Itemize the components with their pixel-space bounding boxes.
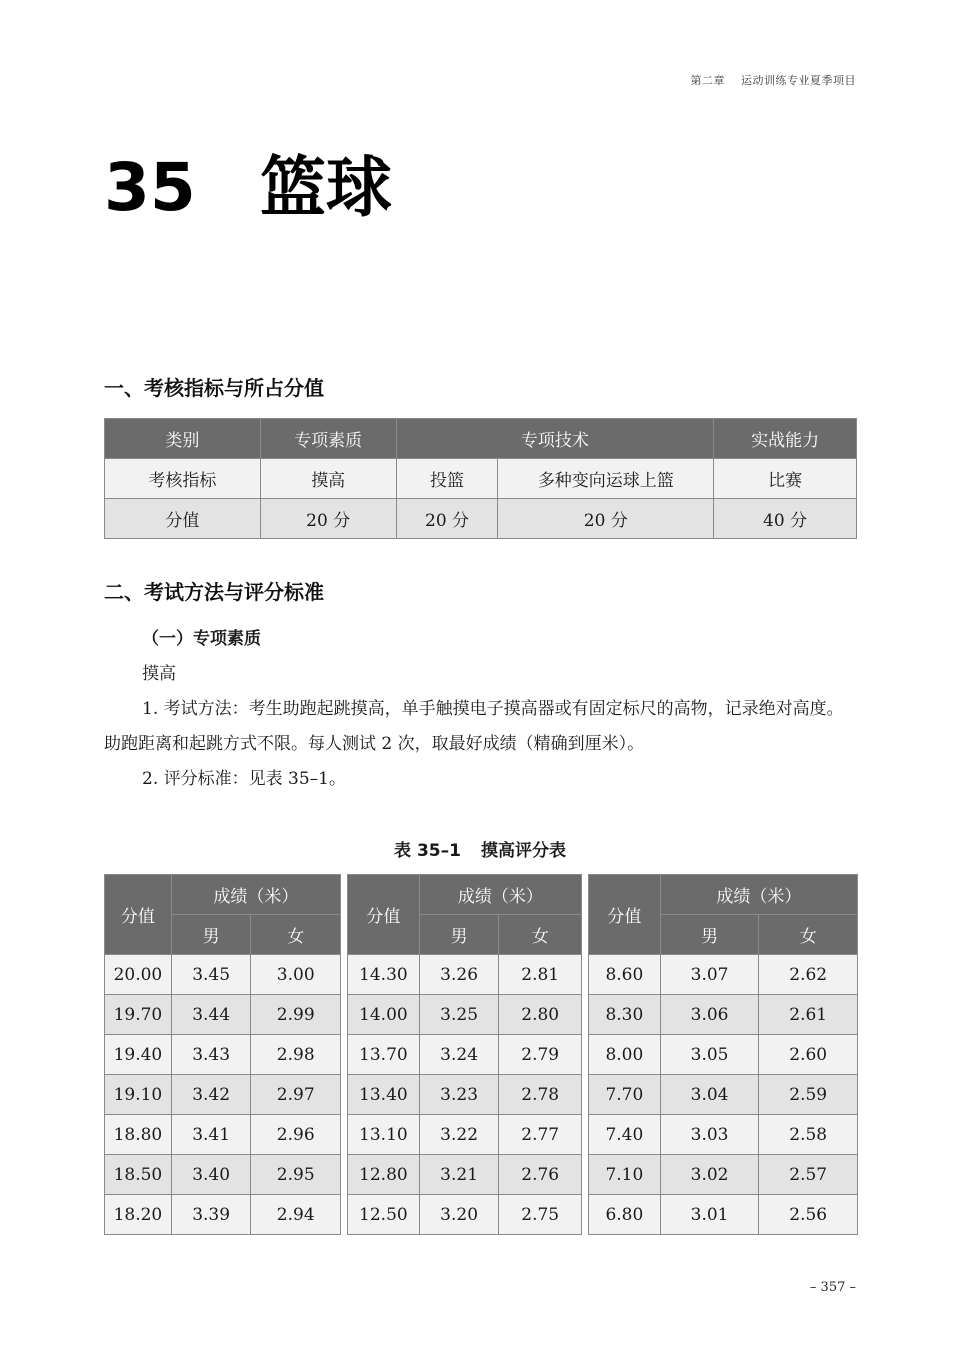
table-cell: 20 分	[498, 499, 714, 539]
male-cell: 3.26	[419, 955, 499, 995]
caption-title: 摸高评分表	[480, 841, 566, 861]
male-cell: 3.07	[660, 955, 759, 995]
table-row	[105, 1035, 341, 1075]
female-cell: 2.58	[759, 1115, 858, 1155]
table-row	[348, 1195, 582, 1235]
page-number: – 357 –	[809, 1280, 856, 1295]
female-cell: 2.96	[251, 1115, 341, 1155]
running-head-chapter: 第二章	[690, 74, 725, 87]
table-row	[348, 995, 582, 1035]
female-cell: 2.78	[499, 1075, 582, 1115]
header-male: 男	[171, 915, 251, 955]
header-special-technique: 专项技术	[396, 419, 714, 459]
table-row	[589, 1075, 858, 1115]
header-male: 男	[419, 915, 499, 955]
table-row	[348, 1075, 582, 1115]
assessment-indicators-table	[104, 418, 857, 539]
score-cell: 14.30	[348, 955, 420, 995]
header-category: 类别	[105, 419, 261, 459]
score-cell: 7.10	[589, 1155, 661, 1195]
table-row	[589, 1115, 858, 1155]
table-cell: 投篮	[396, 459, 498, 499]
table-row	[589, 995, 858, 1035]
female-cell: 2.60	[759, 1035, 858, 1075]
male-cell: 3.44	[171, 995, 251, 1035]
score-cell: 7.70	[589, 1075, 661, 1115]
header-female: 女	[251, 915, 341, 955]
table-row	[348, 955, 582, 995]
table-row	[589, 1155, 858, 1195]
score-table-group-1	[104, 874, 341, 1235]
table-row	[105, 955, 341, 995]
table-header-row	[105, 419, 857, 459]
male-cell: 3.41	[171, 1115, 251, 1155]
score-cell: 20.00	[105, 955, 172, 995]
section-1-heading: 一、考核指标与所占分值	[104, 376, 324, 400]
table-row	[105, 499, 857, 539]
table-row	[105, 1155, 341, 1195]
table-row	[105, 1075, 341, 1115]
female-cell: 3.00	[251, 955, 341, 995]
score-cell: 18.20	[105, 1195, 172, 1235]
table-cell: 20 分	[396, 499, 498, 539]
female-cell: 2.56	[759, 1195, 858, 1235]
section-2-body	[104, 622, 858, 797]
caption-id: 表 35–1	[394, 841, 461, 861]
item-name: 摸高	[142, 664, 176, 684]
female-cell: 2.79	[499, 1035, 582, 1075]
score-cell: 8.00	[589, 1035, 661, 1075]
chapter-title	[104, 148, 392, 228]
score-cell: 13.40	[348, 1075, 420, 1115]
exam-method-paragraph: 1. 考试方法：考生助跑起跳摸高，单手触摸电子摸高器或有固定标尺的高物，记录绝对高度。助跑距离和起跳方式不限。每人测试 2 次，取最好成绩（精确到厘米）。	[104, 699, 844, 754]
score-cell: 12.50	[348, 1195, 420, 1235]
female-cell: 2.59	[759, 1075, 858, 1115]
table-caption	[0, 836, 960, 861]
male-cell: 3.21	[419, 1155, 499, 1195]
score-cell: 18.80	[105, 1115, 172, 1155]
female-cell: 2.98	[251, 1035, 341, 1075]
male-cell: 3.39	[171, 1195, 251, 1235]
header-combat-ability: 实战能力	[714, 419, 857, 459]
header-score: 分值	[105, 875, 172, 955]
score-cell: 13.10	[348, 1115, 420, 1155]
female-cell: 2.75	[499, 1195, 582, 1235]
male-cell: 3.03	[660, 1115, 759, 1155]
male-cell: 3.02	[660, 1155, 759, 1195]
male-cell: 3.24	[419, 1035, 499, 1075]
male-cell: 3.23	[419, 1075, 499, 1115]
table-cell: 考核指标	[105, 459, 261, 499]
header-male: 男	[660, 915, 759, 955]
score-cell: 14.00	[348, 995, 420, 1035]
table-row	[589, 1035, 858, 1075]
score-cell: 13.70	[348, 1035, 420, 1075]
table-cell: 比赛	[714, 459, 857, 499]
header-female: 女	[759, 915, 858, 955]
header-result: 成绩（米）	[419, 875, 581, 915]
score-cell: 8.30	[589, 995, 661, 1035]
score-table-group-2	[347, 874, 582, 1235]
female-cell: 2.80	[499, 995, 582, 1035]
score-cell: 19.40	[105, 1035, 172, 1075]
table-row	[589, 1195, 858, 1235]
score-table-group-3	[588, 874, 858, 1235]
male-cell: 3.05	[660, 1035, 759, 1075]
female-cell: 2.81	[499, 955, 582, 995]
female-cell: 2.62	[759, 955, 858, 995]
score-cell: 7.40	[589, 1115, 661, 1155]
table-row	[105, 1195, 341, 1235]
table-row	[105, 995, 341, 1035]
male-cell: 3.43	[171, 1035, 251, 1075]
score-cell: 18.50	[105, 1155, 172, 1195]
score-cell: 6.80	[589, 1195, 661, 1235]
female-cell: 2.57	[759, 1155, 858, 1195]
male-cell: 3.42	[171, 1075, 251, 1115]
male-cell: 3.01	[660, 1195, 759, 1235]
female-cell: 2.97	[251, 1075, 341, 1115]
chapter-name: 篮球	[259, 149, 392, 226]
header-score: 分值	[348, 875, 420, 955]
female-cell: 2.61	[759, 995, 858, 1035]
section-2-heading: 二、考试方法与评分标准	[104, 580, 324, 604]
header-female: 女	[499, 915, 582, 955]
female-cell: 2.94	[251, 1195, 341, 1235]
male-cell: 3.04	[660, 1075, 759, 1115]
table-cell: 40 分	[714, 499, 857, 539]
header-score: 分值	[589, 875, 661, 955]
male-cell: 3.45	[171, 955, 251, 995]
scoring-criteria-paragraph: 2. 评分标准：见表 35–1。	[142, 769, 346, 789]
table-cell: 20 分	[260, 499, 396, 539]
male-cell: 3.22	[419, 1115, 499, 1155]
table-row	[105, 1115, 341, 1155]
table-cell: 分值	[105, 499, 261, 539]
male-cell: 3.06	[660, 995, 759, 1035]
header-special-quality: 专项素质	[260, 419, 396, 459]
running-head-title: 运动训练专业夏季项目	[741, 74, 856, 87]
table-cell: 多种变向运球上篮	[498, 459, 714, 499]
score-cell: 8.60	[589, 955, 661, 995]
score-cell: 12.80	[348, 1155, 420, 1195]
score-cell: 19.70	[105, 995, 172, 1035]
table-row	[348, 1115, 582, 1155]
female-cell: 2.99	[251, 995, 341, 1035]
male-cell: 3.20	[419, 1195, 499, 1235]
male-cell: 3.25	[419, 995, 499, 1035]
table-row	[348, 1155, 582, 1195]
running-head	[691, 72, 857, 88]
subheading: （一）专项素质	[142, 629, 261, 649]
table-row	[348, 1035, 582, 1075]
table-row	[589, 955, 858, 995]
header-result: 成绩（米）	[171, 875, 340, 915]
score-cell: 19.10	[105, 1075, 172, 1115]
female-cell: 2.95	[251, 1155, 341, 1195]
female-cell: 2.77	[499, 1115, 582, 1155]
table-cell: 摸高	[260, 459, 396, 499]
table-row	[105, 459, 857, 499]
header-result: 成绩（米）	[660, 875, 857, 915]
chapter-number: 35	[104, 149, 196, 226]
male-cell: 3.40	[171, 1155, 251, 1195]
female-cell: 2.76	[499, 1155, 582, 1195]
